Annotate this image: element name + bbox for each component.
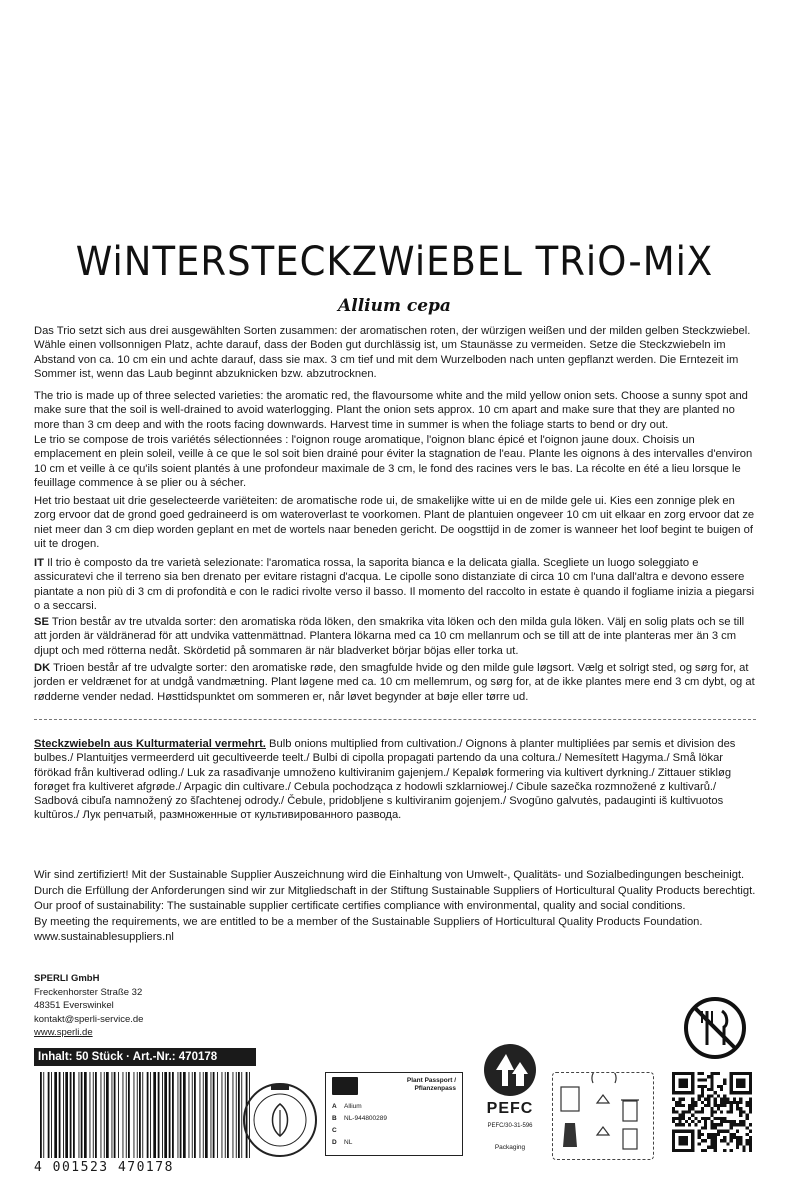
lang-code-dk: DK [34, 662, 51, 674]
content-article-bar: Inhalt: 50 Stück · Art.-Nr.: 470178 [34, 1048, 256, 1066]
propagation-text: Bulb onions multiplied from cultivation./ Oignons à planter multipliées par semis et division des bulbes./ Plantuitjes vermeerderd uit gecultiveerde teelt./ Bulbi di cipolla propagati partendo da una coltura./ Nemesített Hagyma./ Små lökar förökad från kultiverad odling./ Luk za rasađivanje umnoženo kultiviranim gajenjem./ Kepaløk formering via kultivert dyrkning./ Zittauer stikløg forøget fra kultiveret afgrøde./ Arpagic din cultivare./ Cebula pochodząca z hodowli szklarniowej./ Cibule sazečka rozmnožené z kultivarů./ Sadbová cibuľa namnožený zo šľachtenej odrody./ Čebule, pridobljene s kultiviranim gojenjem./ Svogūno galvutės, padauginti iš kultivuotos kultūros./ Лук репчатый, размноженные от культивированного развода. [34, 738, 736, 822]
company-name: SPERLI GmbH [34, 973, 100, 984]
qr-code-icon [672, 1072, 752, 1152]
paragraph-nl: Het trio bestaat uit drie geselecteerde variëteiten: de aromatische rode ui, de smakelijke witte ui en de milde gele ui. Kies een zonnige plek en zorg ervoor dat de grond goed gedraineerd is om wateroverlast te voorkomen. Plant de plantuien ongeveer 10 cm uit elkaar en zorg ervoor dat ze niet meer dan 3 cm diep worden geplant en met de wortels naar beneden gericht. De oogsttijd in de zomer is wanneer het loof begint te buigen of uit te drogen. [34, 495, 755, 550]
sustainability-line: Wir sind zertifiziert! Mit der Sustainable Supplier Auszeichnung wird die Einhaltung von Umwelt-, Qualitäts- und Sozialbedingungen bescheinigt. [34, 869, 745, 881]
sustainability-url: www.sustainablesuppliers.nl [34, 931, 174, 943]
paragraph-it-text: Il trio è composto da tre varietà selezionate: l'aromatica rossa, la saporita bianca e la delicata gialla. Scegliete un luogo soleggiato e assicuratevi che il terreno sia ben drenato per evitare ristagni d'acqua. Le cipolle sono distanziate di circa 10 cm l'una dall'altra e devono essere piantate a non più di 3 cm di profondità e con le radici rivolte verso il basso. Il momento del raccolto in estate è quando il fogliame inizia a piegarsi o a seccarsi. [34, 557, 755, 612]
pefc-word: PEFC [486, 1100, 534, 1117]
passport-key: D [332, 1139, 337, 1146]
paragraph-fr: Le trio se compose de trois variétés sélectionnées : l'oignon rouge aromatique, l'oignon blanc épicé et l'oignon jaune doux. Choisis un emplacement en plein soleil, veille à ce que le sol soit bien drainé pour éviter la stagnation de l'eau. Plante les oignons à des intervalles d'environ 10 cm et veille à ce qu'ils soient plantés à une profondeur maximale de 3 cm, le fond des racines vers le bas. La récolte en été a lieu lorsque le feuillage commence à se plier ou à sécher. [34, 434, 753, 489]
sustainable-supplier-seal-icon [240, 1080, 320, 1160]
passport-title [407, 1077, 456, 1093]
product-title: WiNTERSTECKZWiEBEL TRiO-MiX [75, 238, 714, 285]
company-street: Freckenhorster Straße 32 [34, 986, 143, 998]
passport-row [332, 1103, 362, 1110]
sustainability-line: Our proof of sustainability: The sustainable supplier certificate certifies compliance with environmental, quality and social conditions. [34, 900, 686, 912]
paragraph-it [34, 556, 756, 613]
company-address [34, 972, 143, 1040]
passport-value: Allium [344, 1103, 362, 1110]
passport-value: NL [344, 1139, 353, 1146]
pefc-code: PEFC/30-31-596 [487, 1123, 533, 1129]
recycling-info-icon [552, 1072, 654, 1160]
passport-row [332, 1139, 352, 1146]
passport-key: B [332, 1115, 337, 1122]
paragraph-se [34, 615, 756, 658]
paragraph-se-text: Trion består av tre utvalda sorter: den aromatiska röda löken, den smakrika vita löken och den milda gula löken. Välj en solig plats och se till att jorden är väldränerad för att undvika vattenmättnad. Plantera lökarna med ca 10 cm mellanrum och se till att de inte planteras mer än 3 cm djupt och med rötterna nedåt. Skördetid på sommaren är när bladverket börjar böjas eller torka ut. [34, 616, 745, 657]
passport-title-line: Plant Passport / [406, 1077, 456, 1084]
sustainability-line: Durch die Erfüllung der Anforderungen sind wir zur Mitgliedschaft in der Stiftung Sustainable Suppliers of Horticultural Quality Products berechtigt. [34, 884, 756, 897]
paragraph-de: Das Trio setzt sich aus drei ausgewählten Sorten zusammen: der aromatischen roten, der würzigen weißen und der milden gelben Steckzwiebel. Wähle einen vollsonnigen Platz, achte darauf, dass der Boden gut durchlässig ist, um Staunässe zu vermeiden. Setze die Steckzwiebeln im Abstand von ca. 10 cm ein und achte darauf, dass sie max. 3 cm tief und mit dem Wurzelboden nach unten gepflanzt werden. Die Erntezeit im Sommer ist, wenn das Laub beginnt abzuknicken bzw. abzutrocknen. [34, 325, 751, 380]
sustainability-note [34, 868, 756, 946]
propagation-note [34, 737, 756, 823]
barcode-digits: 4 001523 470178 [34, 1160, 174, 1175]
eu-flag-icon [332, 1077, 358, 1095]
company-web: www.sperli.de [34, 1027, 93, 1038]
pefc-logo-icon [478, 1040, 542, 1100]
lang-code-se: SE [34, 616, 49, 628]
packaging-label: Packaging [494, 1144, 526, 1151]
passport-title-line: Pflanzenpass [414, 1085, 456, 1092]
propagation-lead: Steckzwiebeln aus Kulturmaterial vermehrt. [34, 738, 266, 750]
paragraph-en: The trio is made up of three selected varieties: the aromatic red, the flavoursome white and the mild yellow onion sets. Choose a sunny spot and make sure that the soil is well-drained to avoid waterlogging. Plant the onion sets approx. 10 cm apart and make sure that they are planted no more than 3 cm deep and with the roots facing downwards. Harvest time in summer is when the foliage starts to bend or dry out. [34, 390, 748, 431]
lang-code-it: IT [34, 557, 44, 569]
company-city: 48351 Everswinkel [34, 1000, 114, 1011]
paragraph-dk-text: Trioen består af tre udvalgte sorter: den aromatiske røde, den smagfulde hvide og den milde gule løgsort. Vælg et solrigt sted, og sørg for, at jorden er veldrænet for at undgå vandmætning. Plant løgene med ca. 10 cm mellemrum, og sørg for, at de ikke plantes mere end 3 cm dybt, og at rødderne vender nedad. Høsttidspunktet om sommeren er, når løvet begynder at bøje eller tørre ud. [34, 662, 755, 703]
botanical-name: Allium cepa [338, 296, 451, 316]
divider [34, 719, 756, 720]
company-email: kontakt@sperli-service.de [34, 1013, 144, 1025]
barcode [34, 1072, 256, 1162]
passport-row [332, 1115, 387, 1122]
not-for-consumption-icon [682, 995, 748, 1061]
passport-value: NL-944800289 [344, 1115, 388, 1122]
passport-row [332, 1127, 344, 1134]
passport-key: C [332, 1127, 337, 1134]
paragraph-dk [34, 661, 756, 704]
sustainability-line: By meeting the requirements, we are entitled to be a member of the Sustainable Suppliers of Horticultural Quality Products Foundation. [34, 915, 703, 928]
plant-passport [325, 1072, 463, 1156]
passport-key: A [332, 1103, 337, 1110]
